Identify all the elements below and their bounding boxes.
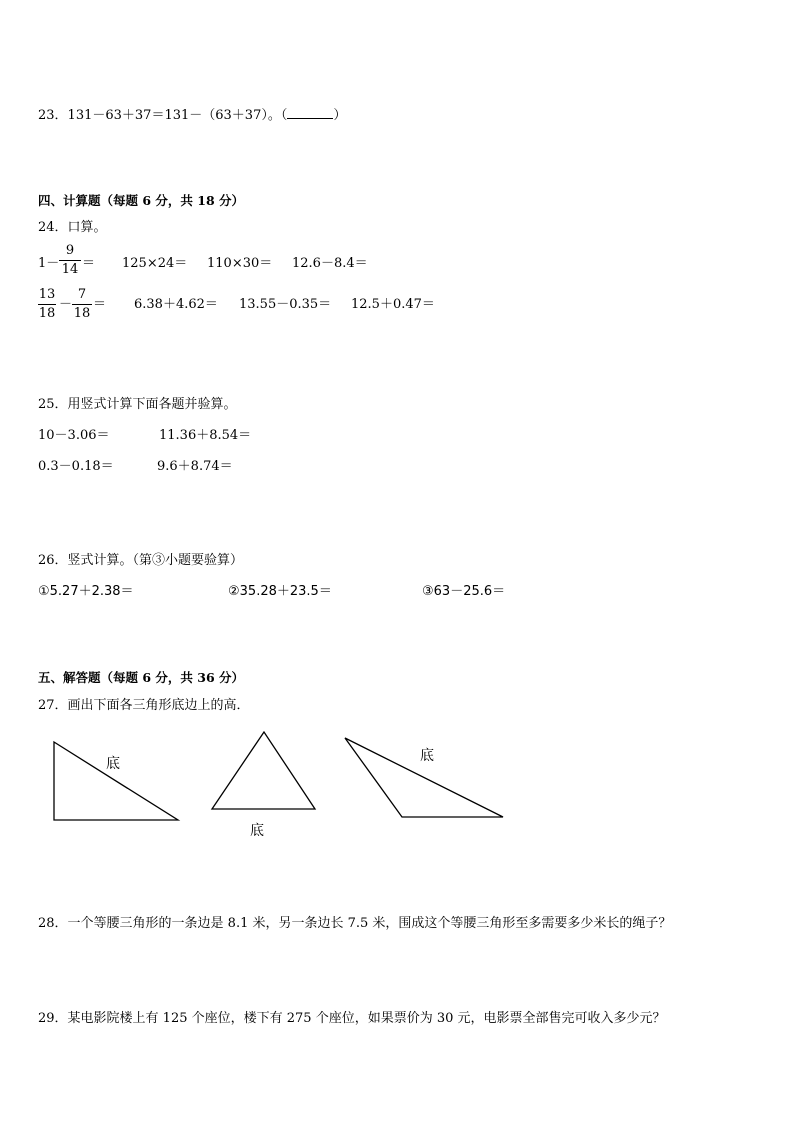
q24-row1-item-3: 12.6－8.4＝ [292,256,368,271]
q26-item-2: ②35.28＋23.5＝ [228,584,332,599]
fraction-denominator: 18 [73,306,91,321]
section-5-heading: 五、解答题（每题 6 分，共 36 分） [38,670,245,685]
question-23-close: ） [333,108,347,123]
q24-row1-lead: 1－ [38,256,60,271]
question-26-stem: 26．竖式计算。（第③小题要验算） [38,553,244,568]
right-triangle[interactable] [54,742,178,820]
q24-row2-item-2: 13.55－0.35＝ [239,297,332,312]
base-label-2: 底 [250,823,264,839]
q25-item-2: 11.36＋8.54＝ [159,428,252,443]
fraction-denominator: 14 [61,262,79,277]
q25-item-3: 0.3－0.18＝ [38,459,114,474]
question-25-stem: 25．用竖式计算下面各题并验算。 [38,397,237,412]
q24-row2-equals: ＝ [93,297,107,312]
q25-item-4: 9.6＋8.74＝ [157,459,233,474]
q24-row1-equals: ＝ [82,256,96,271]
q26-item-1: ①5.27＋2.38＝ [38,584,134,599]
question-23-text: 23．131－63＋37＝131－（63＋37）。（ [38,108,288,123]
q24-row1-item-2: 110×30＝ [207,256,273,271]
q26-item-3: ③63－25.6＝ [422,584,506,599]
question-28: 28．一个等腰三角形的一条边是 8.1 米，另一条边长 7.5 米，围成这个等腰三角形至多需要多少米长的绳子？ [38,916,672,931]
q25-item-1: 10－3.06＝ [38,428,110,443]
question-29: 29．某电影院楼上有 125 个座位，楼下有 275 个座位，如果票价为 30 元，电影票全部售完可收入多少元？ [38,1011,666,1026]
fraction-denominator: 18 [38,306,56,321]
base-label-3: 底 [420,748,434,764]
q24-row2-item-3: 12.5＋0.47＝ [351,297,435,312]
question-27-stem: 27．画出下面各三角形底边上的高． [38,698,250,713]
q24-row1-item-1: 125×24＝ [122,256,188,271]
base-label-1: 底 [106,756,120,772]
fraction-numerator: 7 [77,287,87,302]
q24-row2-item-1: 6.38＋4.62＝ [134,297,218,312]
fraction-numerator: 13 [38,287,56,302]
section-4-heading: 四、计算题（每题 6 分，共 18 分） [38,193,245,208]
acute-triangle[interactable] [212,732,315,809]
fraction-numerator: 9 [65,243,75,258]
question-24-stem: 24．口算。 [38,220,107,235]
q24-row2-minus: － [59,297,73,312]
